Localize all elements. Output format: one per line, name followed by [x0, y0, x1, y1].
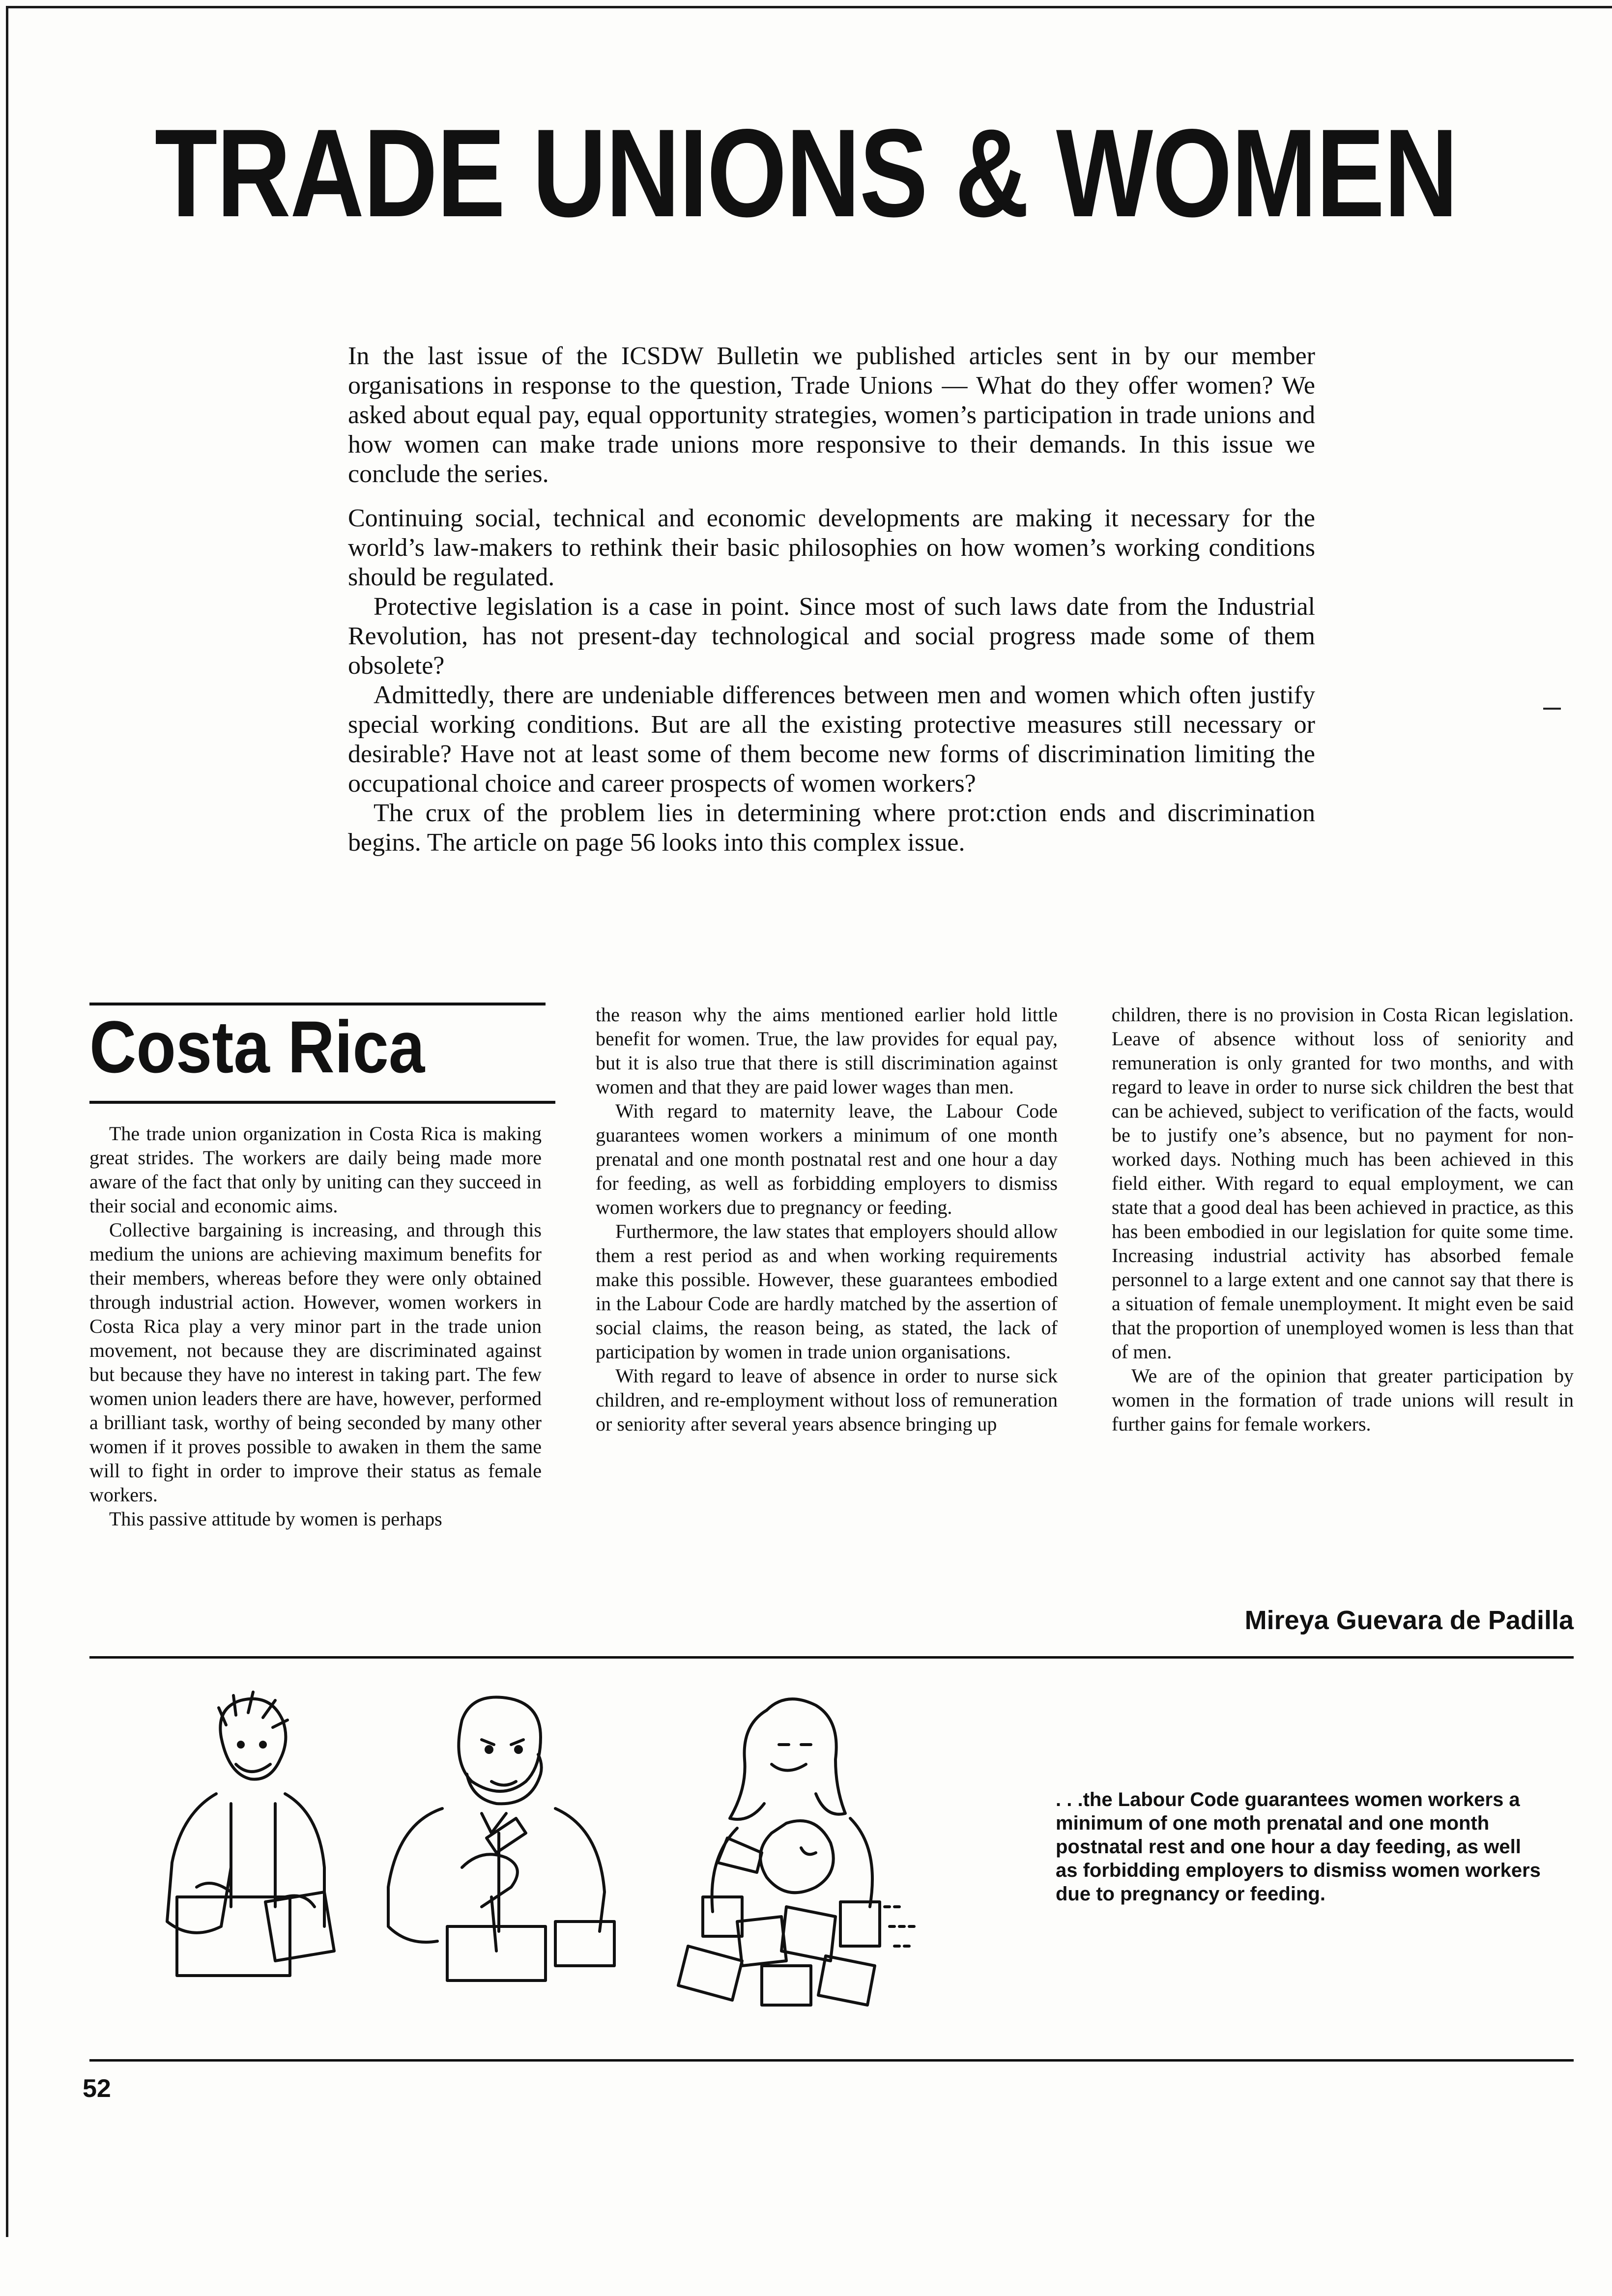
article-paragraph: children, there is no provision in Costa Rican legislation. Leave of absence without loss of seniority and remuneration is only granted for two months, and with regard to leave in order to nurse sick children the best that can be achieved, subject to verification of the facts, would be to justify one’s absence, but no payment for non-worked days. Nothing much has been achieved in this field either. With regard to equal employment, we can state that a good deal has been achieved in practice, as this has been embodied in our legislation for quite some time. Increasing industrial activity has absorbed female personnel to a large extent and one cannot say that there is a situation of female unemployment. It might even be said that the proportion of unemployed women is less than that of men. [1112, 1004, 1574, 1363]
intro-body-paragraph: Continuing social, technical and economic developments are making it necessary for the world’s law-makers to rethink their basic philosophies on how women’s working conditions should be regulated. [348, 504, 1315, 591]
intro-body-paragraph: The crux of the problem lies in determining where prot:ction ends and discrimination begins. The article on page 56 looks into this complex issue. [348, 799, 1315, 857]
intro-paragraph: In the last issue of the ICSDW Bulletin we published articles sent in by our member organisations in response to the question, Trade Unions — What do they offer women? We asked about equal pay, equal opportunity strategies, women’s participation in trade unions and how women can make trade unions more responsive to their demands. In this issue we conclude the series. [348, 342, 1315, 488]
footer-rule [89, 2059, 1574, 2062]
article-column-1 [89, 1121, 542, 1531]
intro-body-paragraph: Admittedly, there are undeniable differences between men and women which often justify special working conditions. But are all the existing protective measures still necessary or desirable? Have not at least some of them become new forms of discrimination limiting the occupational choice and career prospects of women workers? [348, 681, 1315, 798]
page-number: 52 [83, 2074, 111, 2103]
article-paragraph: the reason why the aims mentioned earlier hold little benefit for women. True, the law provides for equal pay, but it is also true that there is still discrimination against women and that they are paid lower wages than men. [596, 1004, 1058, 1098]
intro-body-paragraph: Protective legislation is a case in point. Since most of such laws date from the Industrial Revolution, has not present-day technological and social progress made some of them obsolete? [348, 593, 1315, 680]
section-rule-bottom [89, 1101, 555, 1104]
article-paragraph: Furthermore, the law states that employers should allow them a rest period as and when working requirements make this possible. However, these guarantees embodied in the Labour Code are hardly matched by the assertion of social claims, the reason being, as stated, the lack of participation by women in trade union organisations. [596, 1220, 1058, 1363]
article-paragraph: With regard to maternity leave, the Labour Code guarantees women workers a minimum of one month prenatal and one month postnatal rest and one hour a day for feeding, as well as forbidding employers to dismiss women workers due to pregnancy or feeding. [596, 1100, 1058, 1218]
intro-block [348, 342, 1315, 858]
article-paragraph: We are of the opinion that greater participation by women in the formation of trade unions will result in further gains for female workers. [1112, 1365, 1574, 1435]
article-paragraph: The trade union organization in Costa Rica is making great strides. The workers are daily being made more aware of the fact that only by uniting can they succeed in their social and economic aims. [89, 1122, 542, 1217]
margin-mark [1543, 708, 1561, 710]
worker-2-figure [388, 1697, 614, 1980]
page-border-top [6, 6, 1612, 8]
illustration-rule-top [89, 1656, 1574, 1659]
article-paragraph: Collective bargaining is increasing, and through this medium the unions are achieving maximum benefits for their members, whereas before they were only obtained through industrial action. However, women workers in Costa Rica play a very minor part in the trade union movement, not because they are discriminated against but because they have no interest in taking part. The few women union leaders there are have, however, performed a brilliant task, worthy of being seconded by many other women if it proves possible to awaken in them the same will to fight in order to improve their status as female workers. [89, 1219, 542, 1506]
section-title: Costa Rica [89, 1005, 425, 1088]
page-border-left [6, 6, 8, 2237]
workers-illustration [147, 1691, 983, 2020]
article-column-2 [596, 1003, 1058, 1436]
mother-baby-figure [678, 1699, 914, 2005]
page-title: TRADE UNIONS & WOMEN [154, 103, 1458, 243]
intro-body [348, 504, 1315, 858]
author-byline: Mireya Guevara de Padilla [1244, 1606, 1574, 1635]
worker-1-figure [167, 1692, 334, 1976]
article-paragraph: This passive attitude by women is perhaps [109, 1508, 442, 1530]
article-column-3 [1112, 1003, 1574, 1436]
illustration-caption: . . .the Labour Code guarantees women workers a minimum of one moth prenatal and one month postnatal rest and one hour a day feeding, as well as forbidding employers to dismiss women workers due to pregnancy or feeding. [1056, 1789, 1541, 1905]
article-paragraph: With regard to leave of absence in order to nurse sick children, and re-employment without loss of remuneration or seniority after several years absence bringing up [596, 1365, 1058, 1435]
